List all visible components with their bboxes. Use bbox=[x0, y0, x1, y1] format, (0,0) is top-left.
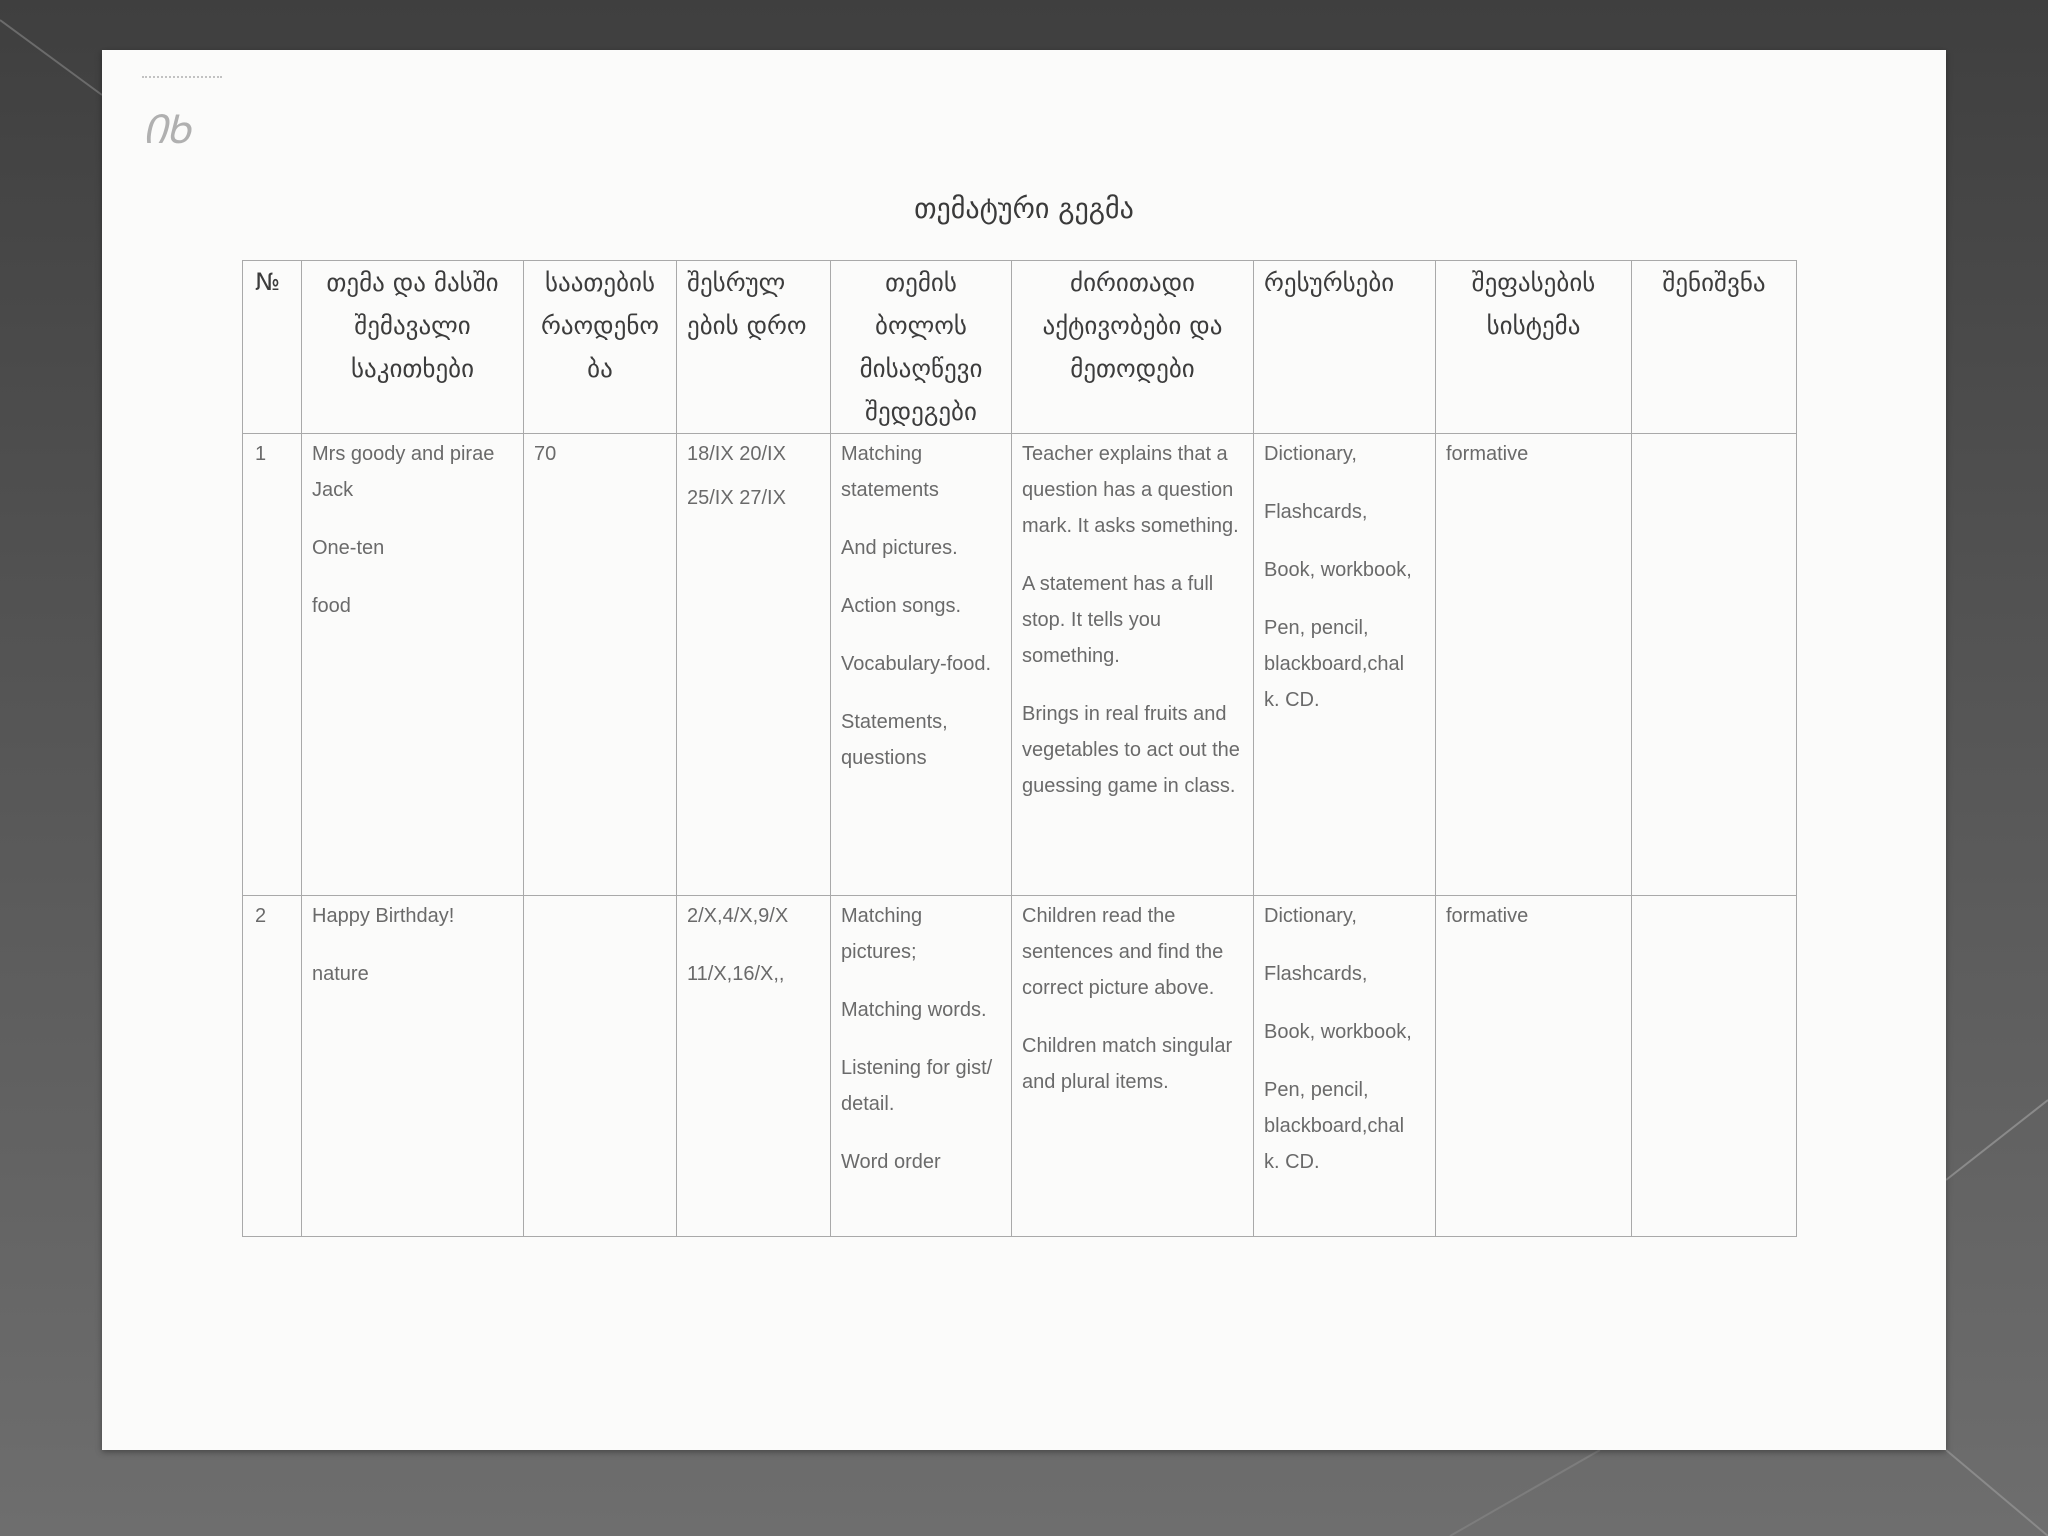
resource-line: Book, workbook, bbox=[1264, 559, 1412, 581]
page-title: თემატური გეგმა bbox=[914, 192, 1134, 225]
header-activities: ძირითადი აქტივობები და მეთოდები bbox=[1012, 261, 1254, 434]
dates-cell bbox=[677, 434, 831, 896]
resource-line: Dictionary, bbox=[1264, 905, 1357, 927]
corner-dots bbox=[142, 76, 222, 78]
activity-paragraph: Children read the sentences and find the correct picture above. bbox=[1022, 905, 1224, 999]
scanned-page bbox=[102, 50, 1946, 1450]
outcome-line: Statements, questions bbox=[841, 711, 948, 769]
header-outcomes: თემის ბოლოს მისაღწევი შედეგები bbox=[831, 261, 1012, 434]
outcomes-cell bbox=[831, 896, 1012, 1237]
date-line: 11/X,16/X,, bbox=[687, 963, 785, 985]
resource-line: Flashcards, bbox=[1264, 963, 1368, 985]
resources-cell bbox=[1254, 434, 1436, 896]
outcome-line: Matching statements bbox=[841, 443, 939, 501]
outcome-line: And pictures. bbox=[841, 537, 958, 559]
header-topic: თემა და მასში შემავალი საკითხები bbox=[302, 261, 524, 434]
topic-line: nature bbox=[312, 963, 369, 985]
corner-stamp-mark: ᲘᲮ bbox=[142, 107, 189, 153]
hours-cell: 70 bbox=[524, 434, 677, 896]
resource-line: Pen, pencil, blackboard,chal k. CD. bbox=[1264, 617, 1405, 711]
activity-paragraph: Brings in real fruits and vegetables to act out the guessing game in class. bbox=[1022, 703, 1240, 797]
outcome-line: Listening for gist/ detail. bbox=[841, 1057, 993, 1115]
date-line: 25/IX 27/IX bbox=[687, 487, 786, 509]
activities-cell bbox=[1012, 434, 1254, 896]
activity-paragraph: A statement has a full stop. It tells you something. bbox=[1022, 573, 1214, 667]
header-dates: შესრულ ების დრო bbox=[677, 261, 831, 434]
topic-line: Mrs goody and pirae Jack bbox=[312, 443, 495, 501]
resource-line: Dictionary, bbox=[1264, 443, 1357, 465]
header-notes: შენიშვნა bbox=[1632, 261, 1797, 434]
outcome-line: Vocabulary-food. bbox=[841, 653, 992, 675]
resource-line: Flashcards, bbox=[1264, 501, 1368, 523]
topic-line: food bbox=[312, 595, 351, 617]
resource-line: Book, workbook, bbox=[1264, 1021, 1412, 1043]
date-line: 2/X,4/X,9/X bbox=[687, 905, 789, 927]
activities-cell bbox=[1012, 896, 1254, 1237]
topic-cell bbox=[302, 434, 524, 896]
assessment-cell: formative bbox=[1436, 434, 1632, 896]
notes-cell bbox=[1632, 896, 1797, 1237]
table-row bbox=[243, 434, 1797, 896]
activity-paragraph: Children match singular and plural items. bbox=[1022, 1035, 1233, 1093]
resources-cell bbox=[1254, 896, 1436, 1237]
outcomes-cell bbox=[831, 434, 1012, 896]
topic-line: One-ten bbox=[312, 537, 385, 559]
table-row bbox=[243, 896, 1797, 1237]
topic-line: Happy Birthday! bbox=[312, 905, 455, 927]
outcome-line: Matching pictures; bbox=[841, 905, 923, 963]
header-assessment: შეფასების სისტემა bbox=[1436, 261, 1632, 434]
thematic-plan-table bbox=[242, 260, 1797, 1237]
notes-cell bbox=[1632, 434, 1797, 896]
table-header-row bbox=[243, 261, 1797, 434]
activity-paragraph: Teacher explains that a question has a question mark. It asks something. bbox=[1022, 443, 1239, 537]
outcome-line: Word order bbox=[841, 1151, 941, 1173]
resource-line: Pen, pencil, blackboard,chal k. CD. bbox=[1264, 1079, 1405, 1173]
header-number: № bbox=[243, 261, 302, 434]
date-line: 18/IX 20/IX bbox=[687, 443, 786, 465]
outcome-line: Matching words. bbox=[841, 999, 987, 1021]
topic-cell bbox=[302, 896, 524, 1237]
header-hours: საათების რაოდენო ბა bbox=[524, 261, 677, 434]
header-resources: რესურსები bbox=[1254, 261, 1436, 434]
outcome-line: Action songs. bbox=[841, 595, 962, 617]
assessment-cell: formative bbox=[1436, 896, 1632, 1237]
row-number: 1 bbox=[243, 434, 302, 896]
dates-cell bbox=[677, 896, 831, 1237]
hours-cell bbox=[524, 896, 677, 1237]
row-number: 2 bbox=[243, 896, 302, 1237]
